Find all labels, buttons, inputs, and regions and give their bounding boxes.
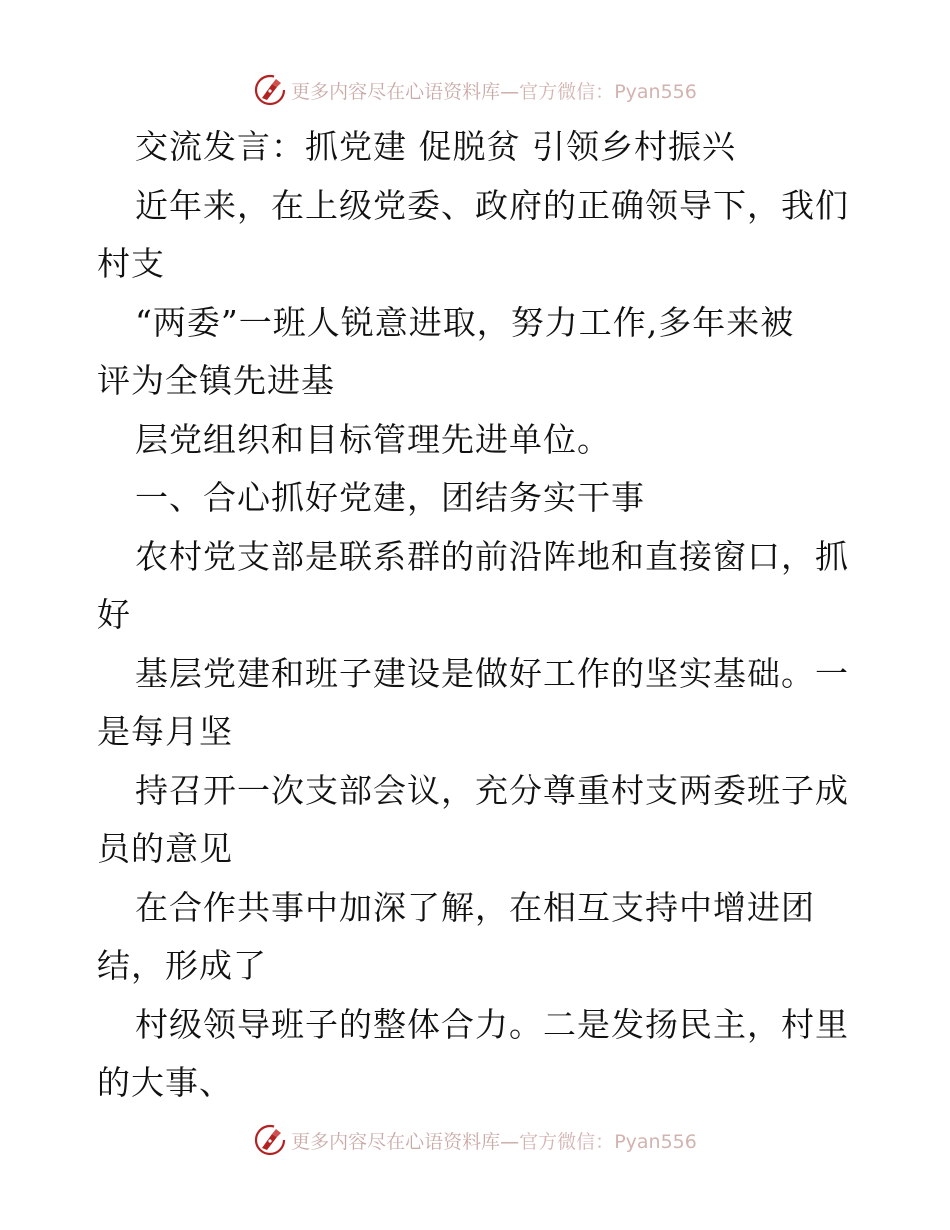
document-line: “两委”一班人锐意进取，努力工作,多年来被 xyxy=(135,302,795,342)
banner-wechat-id: Pyan556 xyxy=(614,1130,697,1153)
document-line: 村级领导班子的整体合力。二是发扬民主，村里 xyxy=(135,1004,849,1044)
header-watermark-banner xyxy=(0,70,950,110)
document-body xyxy=(97,118,857,1113)
banner-wechat-id: Pyan556 xyxy=(614,80,697,103)
document-line: 结，形成了 xyxy=(97,946,267,985)
banner-site-text: 更多内容尽在心语资料库 xyxy=(291,80,501,103)
banner-separator: — xyxy=(500,1130,520,1153)
document-line: 村支 xyxy=(97,244,165,283)
footer-watermark-banner xyxy=(0,1120,950,1160)
banner-separator: — xyxy=(500,80,520,103)
document-line: 在合作共事中加深了解，在相互支持中增进团 xyxy=(135,887,815,927)
document-line: 交流发言：抓党建 促脱贫 引领乡村振兴 xyxy=(135,127,736,166)
document-line: 的大事、 xyxy=(97,1063,233,1102)
document-line: 是每月坚 xyxy=(97,712,233,751)
banner-site-text: 更多内容尽在心语资料库 xyxy=(291,1130,501,1153)
document-line: 基层党建和班子建设是做好工作的坚实基础。一 xyxy=(135,653,849,693)
pen-nib-logo-icon xyxy=(253,1123,287,1157)
document-line: 员的意见 xyxy=(97,829,233,868)
document-line: 持召开一次支部会议，充分尊重村支两委班子成 xyxy=(135,770,849,810)
document-line: 近年来，在上级党委、政府的正确领导下，我们 xyxy=(135,185,849,225)
document-line: 层党组织和目标管理先进单位。 xyxy=(135,419,611,459)
document-line: 一、合心抓好党建，团结务实干事 xyxy=(135,478,645,517)
pen-nib-logo-icon xyxy=(253,73,287,107)
document-line: 评为全镇先进基 xyxy=(97,361,335,400)
document-line: 好 xyxy=(97,595,131,634)
banner-wechat-label: 官方微信： xyxy=(519,1130,615,1153)
banner-wechat-label: 官方微信： xyxy=(519,80,615,103)
document-line: 农村党支部是联系群的前沿阵地和直接窗口，抓 xyxy=(135,536,849,576)
